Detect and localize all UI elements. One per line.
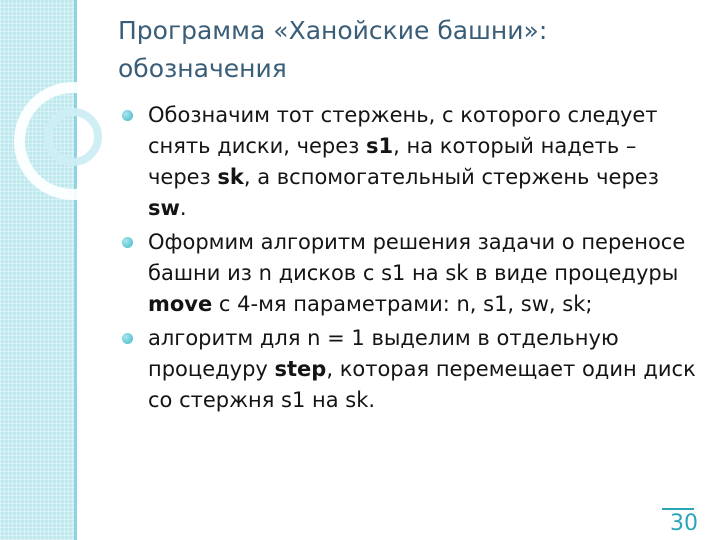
bullet-2-text-2: с 4-мя параметрами: n, s1, sw, sk;	[212, 292, 593, 316]
bullet-dot-icon	[122, 110, 133, 121]
bullet-3-step: step	[274, 357, 327, 381]
page-number-underline	[662, 508, 694, 510]
bullet-item-2	[120, 227, 700, 320]
bullet-2-text-1: Оформим алгоритм решения задачи о переносе башни из n дисков с s1 на sk в виде процедуры	[148, 230, 686, 285]
bullet-1-s1: s1	[366, 134, 394, 158]
bullet-1-sk: sk	[217, 165, 244, 189]
slide-title-line-2: обозначения	[118, 54, 287, 83]
bullet-list	[120, 100, 700, 419]
bullet-1-text-2: , на который надеть – через	[148, 134, 637, 189]
bullet-dot-icon	[122, 333, 133, 344]
slide-title	[118, 12, 698, 88]
bullet-1-text-4: .	[179, 196, 187, 220]
decorative-sidebar	[0, 0, 74, 540]
sidebar-stripe	[74, 0, 77, 540]
bullet-1-text-3: , а вспомогательный стержень через	[243, 165, 659, 189]
bullet-dot-icon	[122, 237, 133, 248]
bullet-2-move: move	[148, 292, 213, 316]
bullet-item-3	[120, 323, 700, 416]
decorative-ring-inner	[44, 108, 102, 166]
bullet-3-text-1: алгоритм для n = 1 выделим в отдельную процедуру	[148, 326, 619, 381]
bullet-1-text-1: Обозначим тот стержень, с которого следует снять диски, через	[148, 103, 658, 158]
slide-title-line-1: Программа «Ханойские башни»:	[118, 16, 548, 45]
bullet-item-1	[120, 100, 700, 224]
bullet-1-sw: sw	[148, 196, 180, 220]
page-number: 30	[670, 511, 698, 536]
bullet-3-text-2: , которая перемещает один диск со стержня s1 на sk.	[148, 357, 696, 412]
